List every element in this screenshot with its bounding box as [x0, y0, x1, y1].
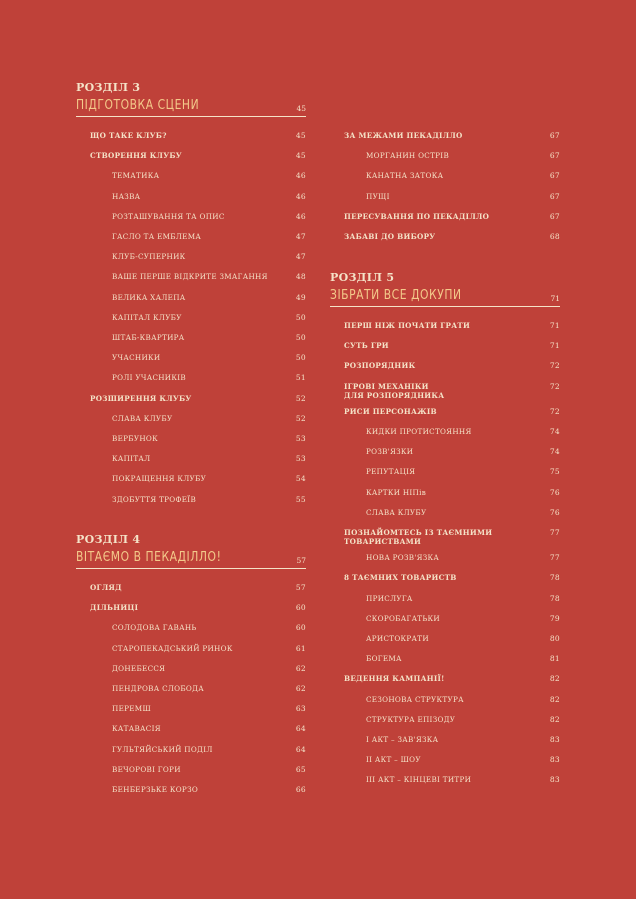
entry-title: ПЕРЕСУВАННЯ ПО ПЕКАДІЛЛО	[344, 211, 490, 221]
toc-entry[interactable]	[330, 212, 560, 221]
chapter-page-number: 71	[550, 294, 560, 303]
entry-title: ЗАБАВІ ДО ВИБОРУ	[344, 232, 436, 241]
toc-entry[interactable]	[330, 321, 560, 330]
entry-page-number: 67	[549, 171, 560, 181]
entry-page-number: 83	[549, 755, 560, 765]
chapter-header	[330, 271, 560, 307]
entry-title: РОЗВ'ЯЗКИ	[366, 447, 414, 457]
chapter-page-number: 45	[296, 104, 306, 113]
toc-entry[interactable]	[330, 553, 560, 562]
entry-title: КАПІТАЛ	[112, 454, 151, 464]
toc-entry[interactable]	[76, 394, 306, 403]
toc-entry[interactable]	[76, 252, 306, 261]
chapter-number: РОЗДІЛ 3	[76, 81, 141, 94]
entry-page-number: 82	[549, 714, 560, 724]
entry-title: ІІІ АКТ – КІНЦЕВІ ТИТРИ	[366, 775, 472, 785]
entry-title: КАНАТНА ЗАТОКА	[366, 171, 444, 181]
entry-title: РЕПУТАЦІЯ	[366, 467, 416, 477]
entry-title: ШТАБ-КВАРТИРА	[112, 333, 185, 342]
toc-entry[interactable]	[330, 735, 560, 744]
toc-entry[interactable]	[76, 704, 306, 713]
entry-title: ТЕМАТИКА	[112, 171, 160, 181]
entry-title: ІГРОВІ МЕХАНІКИ ДЛЯ РОЗПОРЯДНИКА	[344, 381, 445, 400]
entry-page-number: 53	[295, 454, 306, 464]
toc-entry[interactable]	[76, 664, 306, 673]
entry-page-number: 83	[549, 735, 560, 744]
toc-entry[interactable]	[330, 695, 560, 704]
entry-title: ВЕЧОРОВІ ГОРИ	[112, 764, 181, 774]
toc-entry[interactable]	[76, 131, 306, 140]
entry-page-number: 53	[295, 434, 306, 443]
chapter-page-number: 57	[296, 556, 306, 565]
toc-entry[interactable]	[330, 341, 560, 350]
chapter-header	[76, 81, 306, 117]
toc-entry[interactable]	[330, 488, 560, 497]
entry-page-number: 78	[549, 573, 560, 583]
entry-title: РОЗПОРЯДНИК	[344, 361, 416, 371]
entry-page-number: 54	[295, 474, 306, 484]
entry-page-number: 67	[549, 191, 560, 201]
entry-page-number: 81	[549, 654, 560, 664]
entry-title: ЗДОБУТТЯ ТРОФЕЇВ	[112, 494, 197, 504]
toc-entry[interactable]	[330, 427, 560, 436]
chapter-header	[76, 533, 306, 569]
toc-entry[interactable]	[76, 353, 306, 362]
entry-title: АРИСТОКРАТИ	[366, 634, 429, 643]
chapter-title[interactable]: ЗІБРАТИ ВСЕ ДОКУПИ	[330, 288, 462, 303]
entry-page-number: 64	[295, 744, 306, 754]
entry-page-number: 82	[549, 694, 560, 704]
entry-page-number: 76	[549, 487, 560, 497]
chapter-number: РОЗДІЛ 5	[330, 271, 395, 284]
entry-page-number: 45	[295, 131, 306, 140]
toc-entry[interactable]	[76, 644, 306, 653]
entry-title: ДОНЕБЕССЯ	[112, 663, 166, 673]
chapter-title-row	[330, 288, 560, 307]
entry-page-number: 76	[549, 507, 560, 517]
entry-title: ПОЗНАЙОМТЕСЬ ІЗ ТАЄМНИМИ ТОВАРИСТВАМИ	[344, 528, 493, 546]
entry-title: ЗА МЕЖАМИ ПЕКАДІЛЛО	[344, 131, 463, 140]
toc-entry[interactable]	[330, 508, 560, 517]
entry-title: СЕЗОНОВА СТРУКТУРА	[366, 694, 464, 704]
toc-entry[interactable]	[76, 724, 306, 733]
entry-title: ВЕДЕННЯ КАМПАНІЇ!	[344, 674, 445, 684]
entry-title: ПОКРАЩЕННЯ КЛУБУ	[112, 474, 207, 484]
toc-entry[interactable]	[76, 232, 306, 241]
entry-title: ПРИСЛУГА	[366, 593, 413, 603]
entry-page-number: 72	[549, 381, 560, 391]
toc-entry[interactable]	[330, 192, 560, 201]
toc-entry[interactable]	[76, 293, 306, 302]
toc-entry[interactable]	[76, 414, 306, 423]
entry-page-number: 52	[295, 393, 306, 403]
entry-title: ПУЩІ	[366, 191, 390, 201]
entry-page-number: 50	[295, 312, 306, 322]
entry-title: ВАШЕ ПЕРШЕ ВІДКРИТЕ ЗМАГАННЯ	[112, 272, 268, 282]
entry-page-number: 68	[549, 232, 560, 241]
entry-page-number: 72	[549, 406, 560, 416]
entry-page-number: 62	[295, 663, 306, 673]
toc-entry[interactable]	[330, 232, 560, 241]
entry-title: ГУЛЬТЯЙСЬКИЙ ПОДІЛ	[112, 744, 213, 754]
chapter-number: РОЗДІЛ 4	[76, 533, 141, 546]
entry-page-number: 62	[295, 684, 306, 693]
entry-page-number: 74	[549, 427, 560, 436]
entry-title: ВЕРБУНОК	[112, 434, 158, 443]
entry-page-number: 65	[295, 764, 306, 774]
entry-page-number: 50	[295, 353, 306, 363]
entry-page-number: 80	[549, 634, 560, 643]
entry-page-number: 50	[295, 333, 306, 342]
entry-title: КИДКИ ПРОТИСТОЯННЯ	[366, 427, 472, 436]
toc-entry[interactable]	[76, 192, 306, 201]
toc-entry[interactable]	[330, 131, 560, 140]
toc-entry[interactable]	[76, 785, 306, 794]
entry-page-number: 71	[549, 321, 560, 330]
toc-entry[interactable]	[76, 623, 306, 632]
entry-title: СЛАВА КЛУБУ	[112, 413, 173, 423]
chapter-title[interactable]: ПІДГОТОВКА СЦЕНИ	[76, 98, 200, 113]
entry-page-number: 48	[295, 272, 306, 282]
entry-title: ВЕЛИКА ХАЛЕПА	[112, 292, 186, 302]
toc-entry[interactable]	[330, 775, 560, 784]
entry-title: НАЗВА	[112, 191, 141, 201]
toc-entry[interactable]	[76, 434, 306, 443]
toc-entry[interactable]	[76, 745, 306, 754]
entry-page-number: 74	[549, 447, 560, 457]
entry-page-number: 60	[295, 623, 306, 633]
entry-title: БОГЕМА	[366, 654, 402, 664]
entry-page-number: 45	[295, 151, 306, 161]
toc-entry[interactable]	[330, 361, 560, 370]
entry-page-number: 46	[295, 191, 306, 201]
toc-entry[interactable]	[76, 474, 306, 483]
toc-entry[interactable]	[330, 654, 560, 663]
toc-entry[interactable]	[330, 528, 560, 546]
entry-title: ПЕНДРОВА СЛОБОДА	[112, 684, 205, 693]
toc-entry[interactable]	[330, 573, 560, 582]
entry-title: ГАСЛО ТА ЕМБЛЕМА	[112, 232, 202, 241]
entry-title: І АКТ – ЗАВ'ЯЗКА	[366, 735, 439, 744]
toc-entry[interactable]	[330, 467, 560, 476]
toc-entry[interactable]	[76, 171, 306, 180]
toc-entry[interactable]	[330, 715, 560, 724]
entry-page-number: 47	[295, 232, 306, 241]
entry-title: МОРГАНИН ОСТРІВ	[366, 151, 450, 161]
entry-page-number: 46	[295, 211, 306, 221]
entry-page-number: 60	[295, 603, 306, 613]
toc-entry[interactable]	[76, 603, 306, 612]
entry-title: НОВА РОЗВ'ЯЗКА	[366, 553, 440, 563]
entry-title: СОЛОДОВА ГАВАНЬ	[112, 623, 197, 633]
entry-page-number: 72	[549, 361, 560, 371]
toc-entry[interactable]	[330, 634, 560, 643]
entry-page-number: 77	[549, 553, 560, 563]
entry-page-number: 63	[295, 704, 306, 714]
entry-title: СТВОРЕННЯ КЛУБУ	[90, 151, 182, 161]
toc-entry[interactable]	[76, 373, 306, 382]
entry-page-number: 67	[549, 131, 560, 140]
entry-title: ПЕРШ НІЖ ПОЧАТИ ГРАТИ	[344, 321, 471, 330]
toc-entry[interactable]	[330, 171, 560, 180]
entry-title: КАРТКИ НІПів	[366, 487, 427, 497]
chapter-title-row	[76, 98, 306, 117]
entry-page-number: 71	[549, 341, 560, 351]
entry-title: ІІ АКТ – ШОУ	[366, 755, 421, 765]
toc-entry[interactable]	[76, 583, 306, 592]
entry-title: СТАРОПЕКАДСЬКИЙ РИНОК	[112, 643, 233, 653]
entry-title: РОЗТАШУВАННЯ ТА ОПИС	[112, 211, 225, 221]
entry-title: УЧАСНИКИ	[112, 353, 161, 363]
entry-page-number: 49	[295, 292, 306, 302]
entry-page-number: 57	[295, 583, 306, 592]
toc-entry[interactable]	[330, 614, 560, 623]
toc-entry[interactable]	[76, 212, 306, 221]
toc-entry[interactable]	[330, 407, 560, 416]
entry-page-number: 55	[295, 494, 306, 504]
entry-title: КАТАВАСІЯ	[112, 724, 161, 734]
toc-entry[interactable]	[330, 447, 560, 456]
entry-title: РОЗШИРЕННЯ КЛУБУ	[90, 393, 192, 403]
entry-page-number: 75	[549, 467, 560, 477]
entry-page-number: 67	[549, 211, 560, 221]
entry-title: СЛАВА КЛУБУ	[366, 507, 427, 517]
entry-title: КЛУБ-СУПЕРНИК	[112, 252, 186, 262]
toc-entry[interactable]	[76, 151, 306, 160]
entry-title: СКОРОБАГАТЬКИ	[366, 613, 440, 623]
entry-title: ОГЛЯД	[90, 583, 122, 592]
entry-page-number: 47	[295, 252, 306, 262]
entry-page-number: 51	[295, 373, 306, 383]
toc-entry[interactable]	[76, 272, 306, 281]
toc-entry[interactable]	[76, 333, 306, 342]
entry-page-number: 82	[549, 674, 560, 684]
entry-title: ДІЛЬНИЦІ	[90, 603, 139, 613]
entry-title: ПЕРЕМШ	[112, 704, 151, 714]
chapter-title[interactable]: ВІТАЄМО В ПЕКАДІЛЛО!	[76, 550, 222, 565]
entry-page-number: 77	[549, 528, 560, 537]
entry-page-number: 64	[295, 724, 306, 734]
entry-title: СТРУКТУРА ЕПІЗОДУ	[366, 714, 456, 724]
toc-entry[interactable]	[330, 382, 560, 400]
entry-page-number: 79	[549, 613, 560, 623]
entry-page-number: 61	[295, 643, 306, 653]
toc-entry[interactable]	[76, 495, 306, 504]
entry-title: КАПІТАЛ КЛУБУ	[112, 312, 182, 322]
entry-title: СУТЬ ГРИ	[344, 341, 389, 351]
toc-entry[interactable]	[330, 594, 560, 603]
toc-entry[interactable]	[330, 151, 560, 160]
entry-page-number: 83	[549, 775, 560, 785]
entry-title: БЕНБЕРЗЬКЕ КОРЗО	[112, 785, 199, 794]
entry-page-number: 52	[295, 413, 306, 423]
chapter-title-row	[76, 550, 306, 569]
entry-title: 8 ТАЄМНИХ ТОВАРИСТВ	[344, 573, 457, 583]
entry-page-number: 66	[295, 785, 306, 794]
entry-title: РИСИ ПЕРСОНАЖІВ	[344, 406, 437, 416]
toc-entry[interactable]	[330, 755, 560, 764]
entry-page-number: 46	[295, 171, 306, 181]
entry-page-number: 78	[549, 593, 560, 603]
toc-entry[interactable]	[330, 674, 560, 683]
toc-entry[interactable]	[76, 765, 306, 774]
toc-entry[interactable]	[76, 313, 306, 322]
toc-entry[interactable]	[76, 684, 306, 693]
toc-entry[interactable]	[76, 454, 306, 463]
entry-title: ЩО ТАКЕ КЛУБ?	[90, 131, 167, 140]
entry-title: РОЛІ УЧАСНИКІВ	[112, 373, 186, 383]
entry-page-number: 67	[549, 151, 560, 161]
